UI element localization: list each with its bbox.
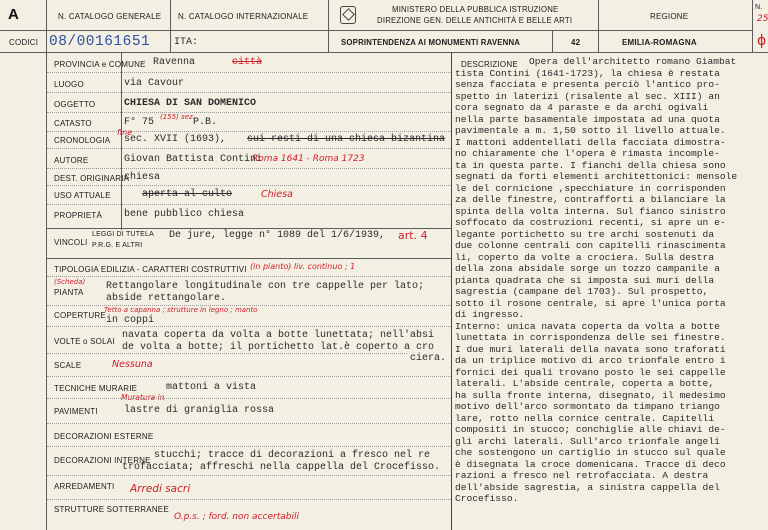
description-line: za delle finestre, contrafforti a bilanciare la [455,194,726,205]
regione-label: REGIONE [650,12,689,21]
strutture-label: STRUTTURE SOTTERRANEE [54,505,169,514]
description-line: le del cornicione ,specchiature in corrisponden [455,182,726,194]
pavimenti-label: PAVIMENTI [54,407,98,416]
republic-emblem-icon [340,6,356,24]
uso-strike: aperta al culto [142,189,233,200]
description-line: cora segnato da 4 paraste e da archi ogivali [455,102,709,113]
provincia-strike: città [232,57,263,68]
pianta-label: PIANTA [54,288,84,297]
autore-value: Giovan Battista Contini [124,154,263,165]
autore-label: AUTORE [54,156,89,165]
description-line: spinta della volta interna. Sul fianco sinistro [455,205,726,217]
codici-label: CODICI [9,38,39,47]
codice-value: 08/00161651 [49,34,151,50]
dest-label: DEST. ORIGINARIA [54,174,130,183]
coperture-value: in coppi [106,315,155,326]
catasto-value: F° 75 [124,117,155,128]
description-line: soffocato da costruzioni recenti, si apre un e- [455,217,726,228]
scale-annot: Nessuna [112,359,153,370]
luogo-label: LUOGO [54,80,84,89]
oggetto-value: CHIESA DI SAN DOMENICO [124,98,257,109]
scale-label: SCALE [54,361,82,370]
tipologia-annot: (in pianto) liv. continuo ; 1 [250,262,356,271]
descrizione-label: DESCRIZIONE [461,60,518,69]
arred-annot: Arredi sacri [130,483,191,495]
uso-annot: Chiesa [261,189,293,200]
description-line: li, coperto da volte a crociera. Sulla destra [455,251,715,263]
catasto-value2: P.B. [193,117,218,128]
header-letter: A [8,6,19,23]
pianta-value1: Rettangolare longitudinale con tre cappelle per lato; [106,281,425,292]
description-line: Interno: unica navata coperta da volta a botte [455,320,720,332]
decoint-value1: stucchi; tracce di decorazioni a fresco nel re [154,450,431,461]
description-line: di ingresso. [455,309,525,320]
decoint-label: DECORAZIONI INTERNE [54,456,151,465]
description-line: pavimentale a m. 1,50 sotto il livello attuale. [455,125,726,136]
vincoli-value: De jure, legge n° 1089 del 1/6/1939, [169,230,386,241]
description-line: dell'abside sagrestia, a sinistra cappella del [455,481,720,493]
description-line: sagrestia (campane del 1703). Sul prospetto, [455,286,709,297]
ministero-line2: DIREZIONE GEN. DELLE ANTICHITÀ E BELLE ARTI [377,16,573,25]
volte-value1: navata coperta da volta a botte lunettata; nell'absi [122,330,435,341]
descrizione-text [455,56,767,505]
luogo-value: via Cavour [124,78,185,89]
description-line: tista Contini (1641-1723), la chiesa è restata [455,67,720,79]
coperture-annot: Tetto a capanna ; strutture in legno ; manto [104,306,258,314]
description-line: spetto in laterizi (risalente al sec. XIII) an [455,90,720,102]
arred-label: ARREDAMENTI [54,482,115,491]
description-line: gli archi laterali. Sull'arco trionfale angeli [455,435,720,447]
vincoli-sub2: P.R.G. E ALTRI [92,242,143,249]
description-line: ha sulla fronte interna, disegnato, il medesimo [455,389,726,401]
catalogo-internazionale-label: N. CATALOGO INTERNAZIONALE [178,12,309,21]
description-line: razioni a fresco nel retrofacciata. A destra [455,470,709,481]
cronologia-strike: sui resti di una chiesa bizantina [247,134,446,145]
coperture-label: COPERTURE [54,311,106,320]
description-line: segnati da forti elementi architettonici: mensole [455,171,738,182]
regione-value: EMILIA-ROMAGNA [622,38,697,47]
strutture-annot: O.p.s. ; ford. non accertabili [174,512,299,522]
volte-value2: de volta a botte; il portichetto lat.è coperto a cro [122,342,435,353]
description-line: legante portichetto su tre archi sostenuti da [455,228,715,240]
description-line: lare, rotto nella cornice centrale. Capitelli [455,412,715,424]
tecniche-annot: Muratura in [121,393,165,402]
description-line: compositi in stucco; conchiglie alle chiavi de- [455,424,726,435]
description-line: motivo dell'arco sormontato da timpano triango [455,401,720,412]
provincia-value: Ravenna [153,57,196,68]
catasto-label: CATASTO [54,119,92,128]
description-line: sotto il rosone centrale, si apre l'unica porta [455,297,726,309]
catalogo-generale-label: N. CATALOGO GENERALE [58,12,162,21]
vincoli-sub1: LEGGI DI TUTELA [92,231,154,238]
description-line: lunettata in corrispondenza delle sei finestre. [455,332,726,343]
description-line: ta in questa parte. I fianchi della chiesa sono [455,159,726,171]
vincoli-label: VINCOLI [54,238,88,247]
description-line: da un triplice motivo di arco trionfale entro i [455,355,726,366]
uso-label: USO ATTUALE [54,191,111,200]
proprieta-value: bene pubblico chiesa [124,209,245,220]
description-line: Opera dell'architetto romano Giambat [529,56,737,67]
description-line: laterali. L'abside centrale, coperta a botte, [455,378,715,389]
description-line: nella parte basamentale impostata ad una quota [455,113,720,125]
header-letter-box [0,0,47,30]
cronologia-label: CRONOLOGIA [54,136,111,145]
tipologia-label: TIPOLOGIA EDILIZIA - CARATTERI COSTRUTTIVI [54,265,247,274]
n-label: N. [755,4,763,11]
ita-label: ITA: [174,37,199,48]
corner-mark: ϕ [757,33,767,49]
description-line: fornici dei quali trovano posto le sei cappelle [455,366,726,378]
decoest-label: DECORAZIONI ESTERNE [54,432,154,441]
cronologia-annot: fine [117,128,133,137]
soprintendenza-label: SOPRINTENDENZA AI MONUMENTI RAVENNA [341,38,521,47]
oggetto-label: OGGETTO [54,100,96,109]
volte-value3: ciera. [410,353,447,364]
decoint-value2: trofacciata; affreschi nella cappella del Crocefisso. [122,462,441,473]
description-line: pianta quadrata che si imposta sui muri della [455,274,715,286]
description-line: I due muri laterali della navata sono traforati [455,343,726,355]
tecniche-label: TECNICHE MURARIE [54,384,138,393]
pianta-annot: (Scheda) [54,278,86,286]
description-line: della zona absidale sorge un tozzo campanile a [455,263,720,274]
description-line: no chiaramente che l'opera è rimasta incomple- [455,148,720,159]
tecniche-value: mattoni a vista [166,382,257,393]
volte-label: VOLTE o SOLAI [54,337,115,346]
description-line: Crocefisso. [455,493,519,504]
description-line: due colonne centrali con capitelli rinascimenta [455,240,726,251]
proprieta-label: PROPRIETÀ [54,211,103,220]
pavimenti-value: lastre di graniglia rossa [124,405,275,416]
description-line: che sostengono un cartiglio in stucco sul quale [455,447,726,458]
header-number: 42 [571,38,581,47]
autore-annot: Roma 1641 - Roma 1723 [252,154,365,164]
description-line: è disegnata la croce domenicana. Tracce di deco [455,458,726,470]
vincoli-annot: art. 4 [398,229,428,242]
catasto-annot: (155) sez. [160,113,195,121]
cronologia-value: sec. XVII (1693), [124,134,227,145]
n-value: 25 [757,14,768,24]
pianta-value2: abside rettangolare. [106,293,227,304]
description-line: I mattoni addentellati della facciata dimostra- [455,136,726,148]
dest-value: chiesa [124,172,161,183]
description-line: senza facciata e presenta perciò l'antico pro- [455,79,720,90]
provincia-label: PROVINCIA e COMUNE [54,60,146,69]
ministero-line1: MINISTERO DELLA PUBBLICA ISTRUZIONE [392,5,559,14]
